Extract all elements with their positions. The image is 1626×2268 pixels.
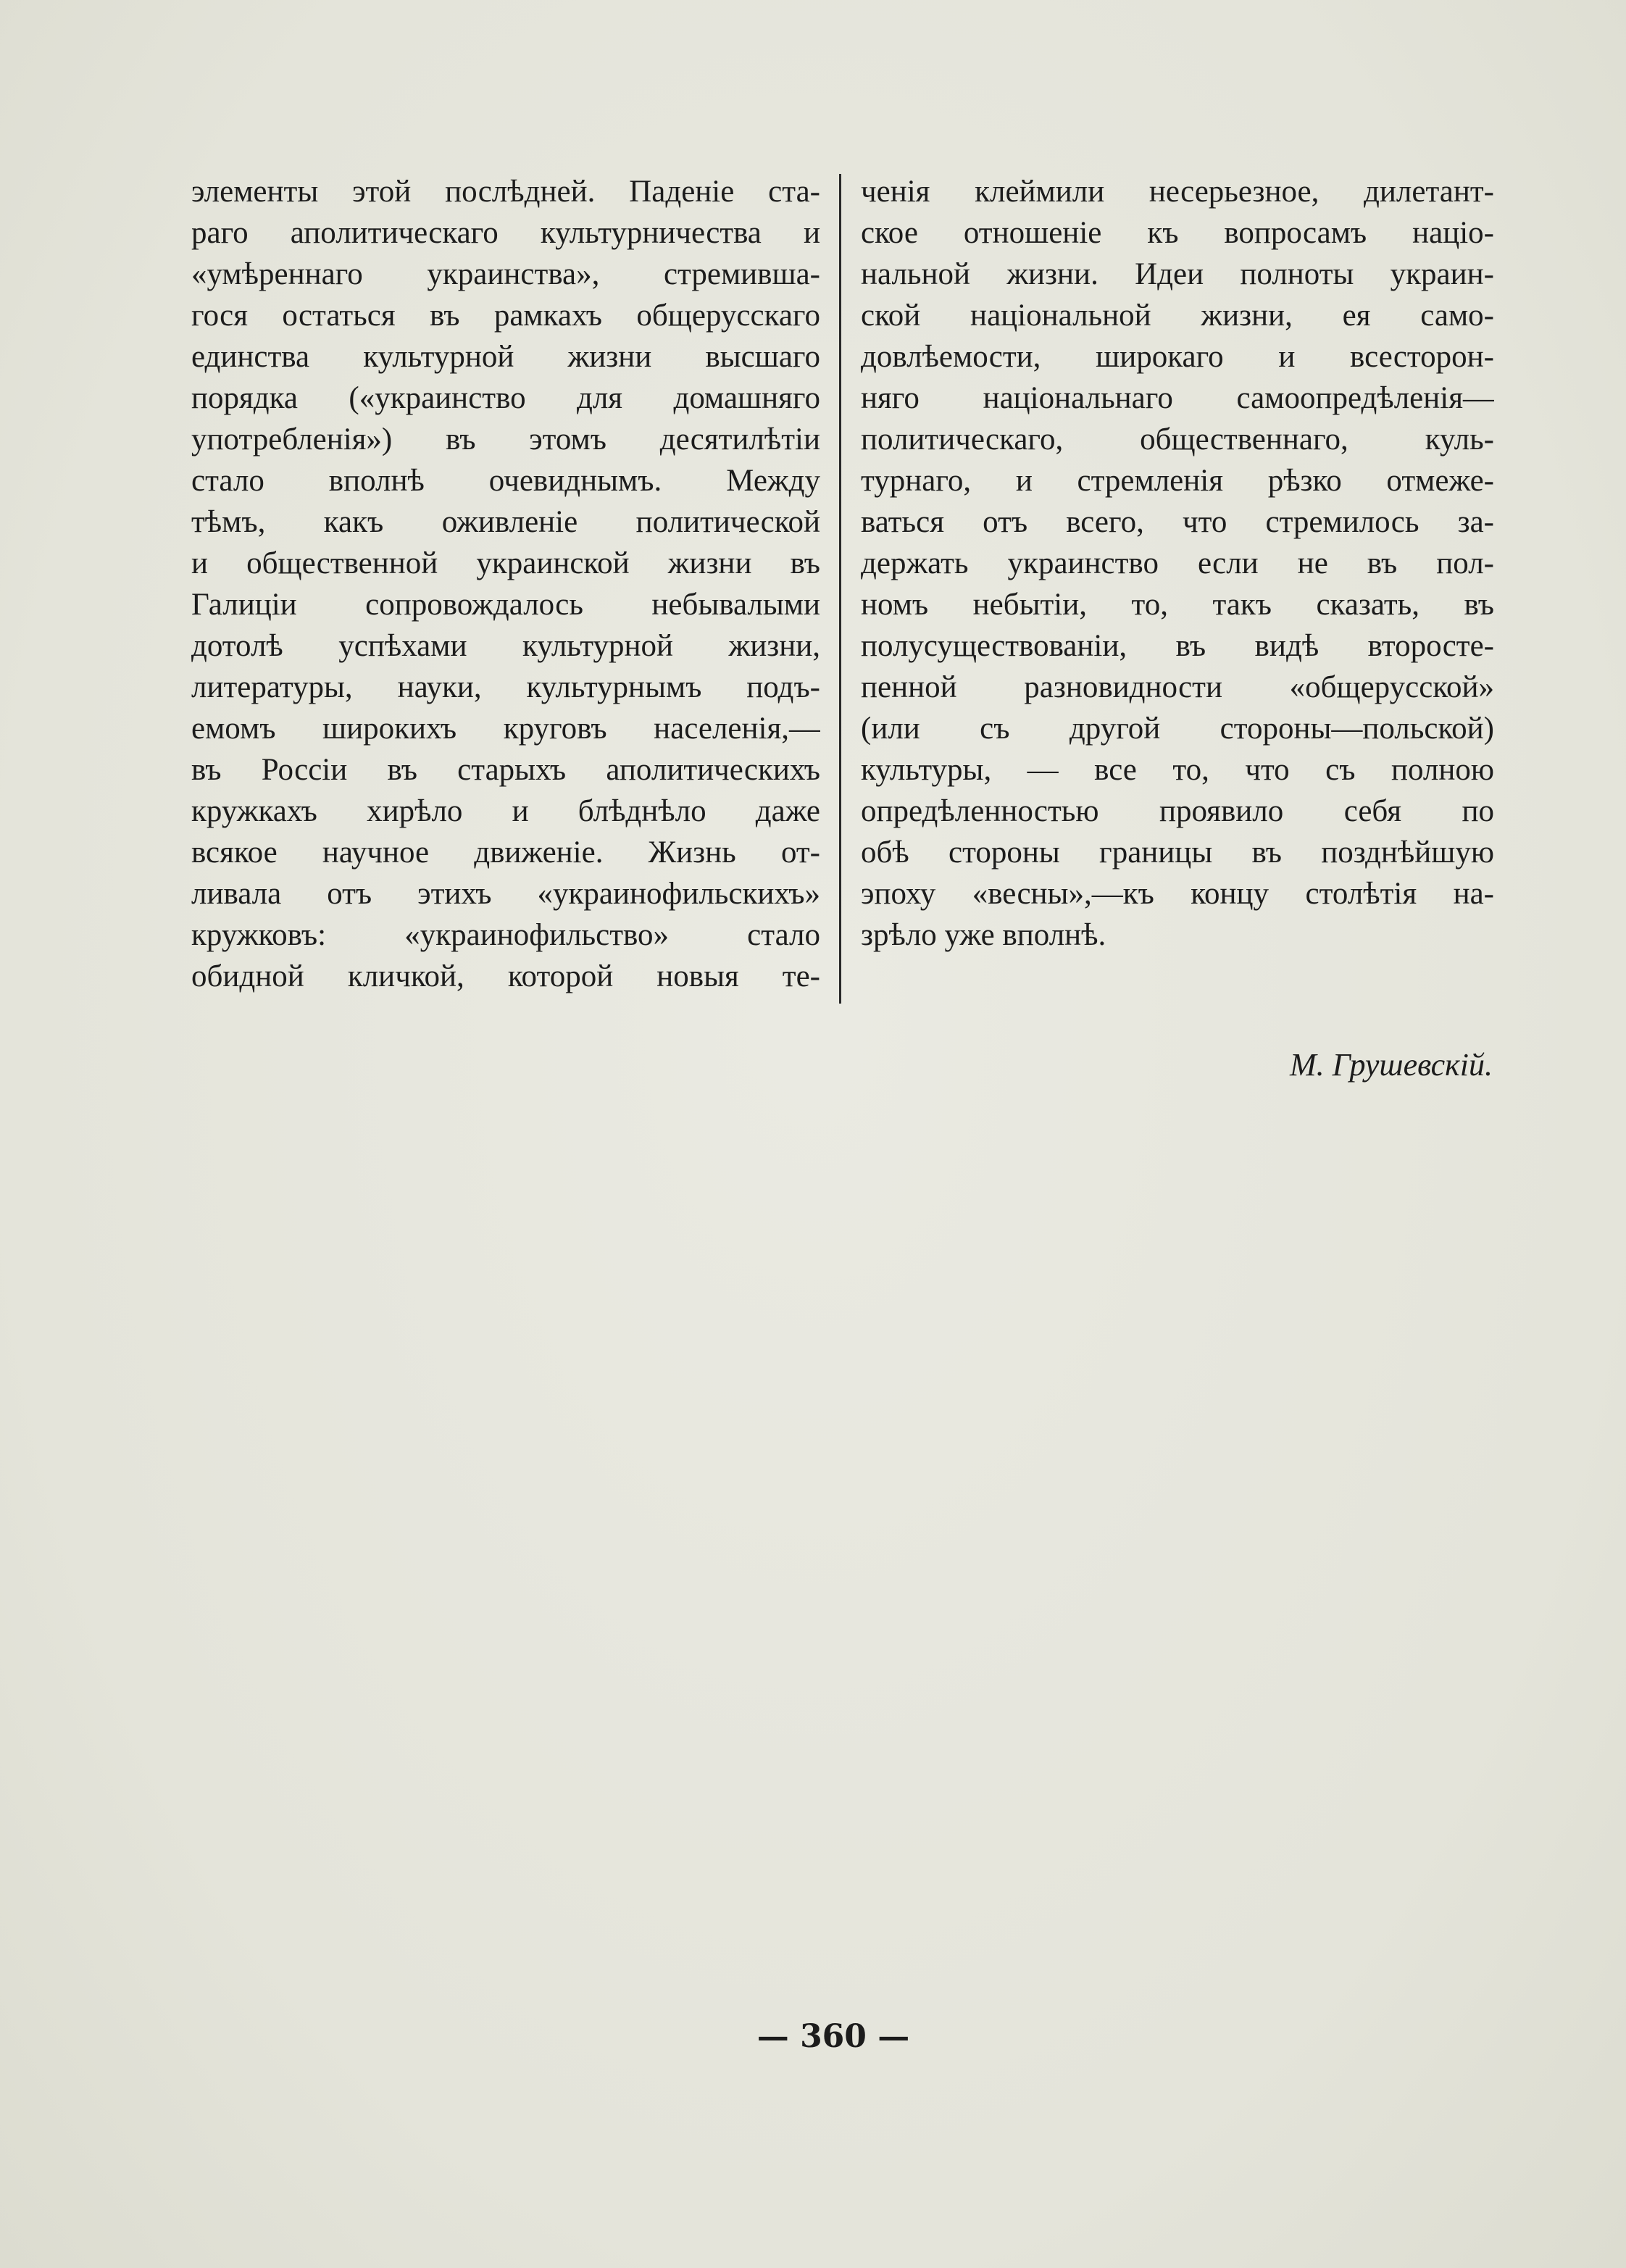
text-line: няго національнаго самоопредѣленія— xyxy=(861,381,1494,415)
text-line: довлѣемости, широкаго и всесторон- xyxy=(861,340,1494,374)
text-line: эпоху «весны»,—къ концу столѣтія на- xyxy=(861,877,1494,911)
text-line: кружкахъ хирѣло и блѣднѣло даже xyxy=(191,794,820,828)
text-line: обидной кличкой, которой новыя те- xyxy=(191,959,820,993)
text-line: ской національной жизни, ея само- xyxy=(861,299,1494,333)
text-line: порядка («украинство для домашняго xyxy=(191,381,820,415)
text-line: номъ небытіи, то, такъ сказать, въ xyxy=(861,588,1494,622)
text-line: гося остаться въ рамкахъ общерусскаго xyxy=(191,299,820,333)
text-line: въ Россіи въ старыхъ аполитическихъ xyxy=(191,753,820,787)
author-signature: М. Грушевскій. xyxy=(1289,1047,1493,1083)
text-line: Галиціи сопровождалось небывалыми xyxy=(191,588,820,622)
column-divider xyxy=(839,174,841,1004)
text-line: политическаго, общественнаго, куль- xyxy=(861,422,1494,456)
text-line: ваться отъ всего, что стремилось за- xyxy=(861,505,1494,539)
left-column xyxy=(191,171,820,997)
text-line: единства культурной жизни высшаго xyxy=(191,340,820,374)
text-line: зрѣло уже вполнѣ. xyxy=(861,918,1106,952)
text-line: употребленія») въ этомъ десятилѣтіи xyxy=(191,422,820,456)
page-number: — 360 — xyxy=(756,2018,910,2055)
text-line: опредѣленностью проявило себя по xyxy=(861,794,1494,828)
text-line: полусуществованіи, въ видѣ второсте- xyxy=(861,629,1494,663)
right-column xyxy=(861,171,1494,956)
text-line: ливала отъ этихъ «украинофильскихъ» xyxy=(191,877,820,911)
text-line: тѣмъ, какъ оживленіе политической xyxy=(191,505,820,539)
text-line: культуры, — все то, что съ полною xyxy=(861,753,1494,787)
text-line: обѣ стороны границы въ позднѣйшую xyxy=(861,835,1494,870)
text-line: раго аполитическаго культурничества и xyxy=(191,216,820,250)
text-line: держать украинство если не въ пол- xyxy=(861,546,1494,580)
text-line: пенной разновидности «общерусской» xyxy=(861,670,1494,704)
text-line: ченія клеймили несерьезное, дилетант- xyxy=(861,175,1494,209)
text-line: кружковъ: «украинофильство» стало xyxy=(191,918,820,952)
text-line: емомъ широкихъ круговъ населенія,— xyxy=(191,712,820,746)
text-line: литературы, науки, культурнымъ подъ- xyxy=(191,670,820,704)
text-line: дотолѣ успѣхами культурной жизни, xyxy=(191,629,820,663)
text-line: «умѣреннаго украинства», стремивша- xyxy=(191,257,820,291)
text-line: (или съ другой стороны—польской) xyxy=(861,712,1494,746)
text-line: ское отношеніе къ вопросамъ націо- xyxy=(861,216,1494,250)
text-line: нальной жизни. Идеи полноты украин- xyxy=(861,257,1494,291)
text-line: стало вполнѣ очевиднымъ. Между xyxy=(191,464,820,498)
text-line: и общественной украинской жизни въ xyxy=(191,546,820,580)
text-line: турнаго, и стремленія рѣзко отмеже- xyxy=(861,464,1494,498)
text-line: всякое научное движеніе. Жизнь от- xyxy=(191,835,820,870)
text-line: элементы этой послѣдней. Паденіе ста- xyxy=(191,175,820,209)
